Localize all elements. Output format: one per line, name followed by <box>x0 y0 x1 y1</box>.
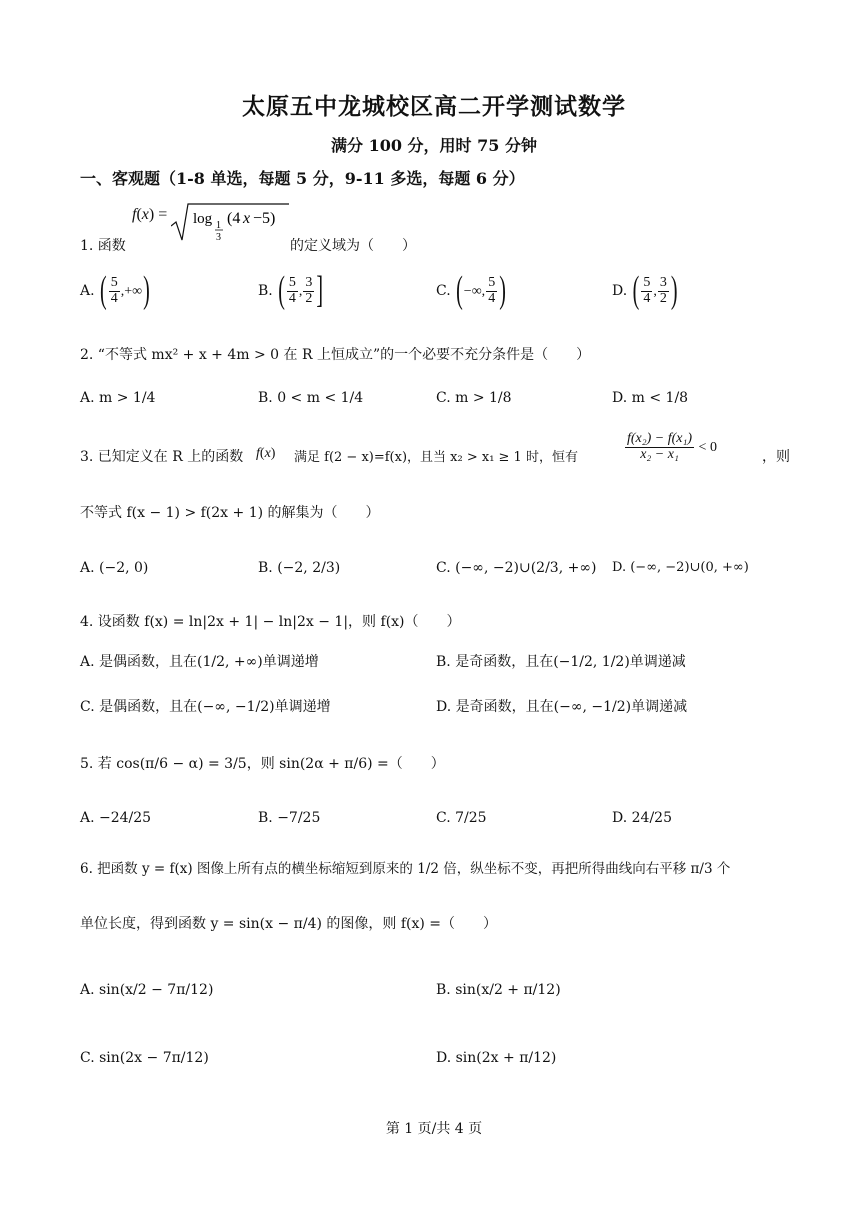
question-2-option-c[interactable]: C. m > 1/8 <box>436 390 512 406</box>
question-3-stem-pre: 3. 已知定义在 R 上的函数 <box>80 449 244 465</box>
sqrt-sign <box>171 202 289 244</box>
page-title: 太原五中龙城校区高二开学测试数学 <box>242 93 626 120</box>
page-footer: 第 1 页/共 4 页 <box>385 1121 483 1137</box>
question-1-stem-post: 的定义域为（ ） <box>290 238 416 254</box>
question-4-option-c[interactable]: C. 是偶函数，且在(−∞, −1/2)单调递增 <box>80 699 331 715</box>
option-label: B. <box>258 283 273 300</box>
question-5-option-c[interactable]: C. 7/25 <box>436 810 487 826</box>
question-6-stem-line2: 单位长度，得到函数 y = sin(x − π/4) 的图像，则 f(x) =（ ） <box>80 916 498 932</box>
question-3-fraction: $\frac{\text{f(x₂) − f(x₁)}}{\text{x₂ − x₁}}$ < 0 <box>627 431 717 462</box>
question-6-stem: 6. 把函数 y = f(x) 图像上所有点的横坐标缩短到原来的 1/2 倍，纵坐标不变，再把所得曲线向右平移 π/3 个 <box>80 861 731 877</box>
question-2-option-d[interactable]: D. m < 1/8 <box>612 390 689 406</box>
question-3-func: f(x) <box>256 446 276 461</box>
question-3-option-a[interactable]: A. (−2, 0) <box>80 560 149 576</box>
svg-text:log: log <box>193 211 213 227</box>
question-6-option-d[interactable]: D. sin(2x + π/12) <box>436 1050 557 1066</box>
question-4-option-d[interactable]: D. 是奇函数，且在(−∞, −1/2)单调递减 <box>436 699 688 715</box>
section-heading: 一、客观题（1-8 单选，每题 5 分，9-11 多选，每题 6 分） <box>80 169 525 188</box>
option-label: A. <box>80 283 95 300</box>
question-1-option-d[interactable]: D. ( $\frac{5}{4}$ , $\frac{3}{2}$ ) <box>612 269 678 312</box>
question-3-option-b[interactable]: B. (−2, 2/3) <box>258 560 341 576</box>
question-1-option-c[interactable]: C. (−∞, $\frac{5}{4}$ ) <box>436 269 506 312</box>
question-6-option-c[interactable]: C. sin(2x − 7π/12) <box>80 1050 209 1066</box>
svg-text:(4: (4 <box>227 210 241 227</box>
question-3-stem-mid: 满足 f(2 − x)=f(x)，且当 x₂ > x₁ ≥ 1 时，恒有 <box>294 450 578 465</box>
svg-text:1: 1 <box>216 220 222 231</box>
question-6-option-b[interactable]: B. sin(x/2 + π/12) <box>436 982 561 998</box>
question-2-option-a[interactable]: A. m > 1/4 <box>80 390 156 406</box>
option-label: D. <box>612 283 628 300</box>
svg-text:3: 3 <box>216 232 222 243</box>
question-3-stem-post: ，则 <box>762 449 790 465</box>
question-5-option-b[interactable]: B. −7/25 <box>258 810 321 826</box>
question-4-option-b[interactable]: B. 是奇函数，且在(−1/2, 1/2)单调递减 <box>436 654 686 670</box>
exam-info: 满分 100 分，用时 75 分钟 <box>331 136 537 155</box>
question-3-option-c[interactable]: C. (−∞, −2)∪(2/3, +∞) <box>436 560 597 576</box>
svg-text:−5): −5) <box>253 210 276 227</box>
question-6-option-a[interactable]: A. sin(x/2 − 7π/12) <box>80 982 214 998</box>
question-3-option-d[interactable]: D. (−∞, −2)∪(0, +∞) <box>612 560 749 575</box>
question-5-stem: 5. 若 cos(π/6 − α) = 3/5，则 sin(2α + π/6) =（ ） <box>80 756 445 772</box>
question-5-option-a[interactable]: A. −24/25 <box>80 810 152 826</box>
svg-text:x: x <box>243 210 251 227</box>
option-label: C. <box>436 283 451 300</box>
question-1-option-a[interactable]: A. ( $\frac{5}{4}$ ,+∞) <box>80 269 150 312</box>
question-4-option-a[interactable]: A. 是偶函数，且在(1/2, +∞)单调递增 <box>80 654 319 670</box>
question-5-option-d[interactable]: D. 24/25 <box>612 810 672 826</box>
question-1-option-b[interactable]: B. ( $\frac{5}{4}$ , $\frac{3}{2}$ ] <box>258 269 324 312</box>
question-2-stem: 2. “不等式 mx² + x + 4m > 0 在 R 上恒成立”的一个必要不充分条件是（ ） <box>80 347 591 363</box>
question-4-stem: 4. 设函数 f(x) = ln|2x + 1| − ln|2x − 1|，则 f(x)（ ） <box>80 614 461 630</box>
question-1-formula: f(x) = log 1 3 (4 x −5) <box>132 204 289 244</box>
question-3-stem-line2: 不等式 f(x − 1) > f(2x + 1) 的解集为（ ） <box>80 505 380 521</box>
question-2-option-b[interactable]: B. 0 < m < 1/4 <box>258 390 364 406</box>
question-1-stem-pre: 1. 函数 <box>80 238 126 254</box>
